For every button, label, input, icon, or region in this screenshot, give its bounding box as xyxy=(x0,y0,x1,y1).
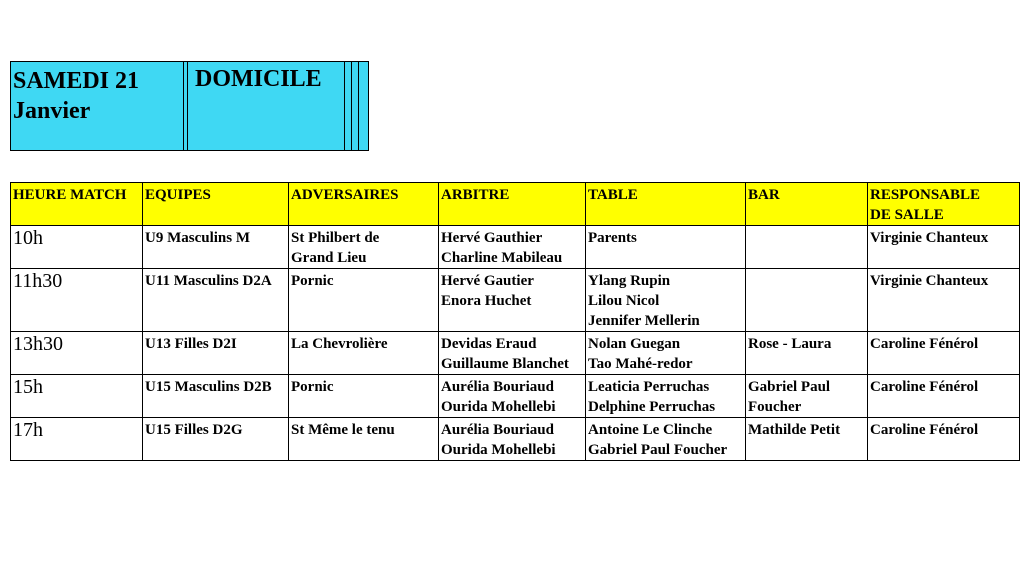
cell-manager: Caroline Fénérol xyxy=(868,332,1020,375)
cell-table xyxy=(586,269,746,332)
cell-referee xyxy=(439,226,586,269)
opponent-line: Grand Lieu xyxy=(291,250,367,266)
table-row xyxy=(11,332,1020,375)
table-name: Delphine Perruchas xyxy=(588,399,716,415)
bar-name: Rose - Laura xyxy=(748,336,832,352)
column-header-bar: BAR xyxy=(746,183,868,226)
bar-name: Gabriel Paul xyxy=(748,379,831,395)
cell-team: U9 Masculins M xyxy=(143,226,289,269)
cell-table xyxy=(586,375,746,418)
referee-name: Devidas Eraud xyxy=(441,336,537,352)
referee-name: Hervé Gauthier xyxy=(441,230,543,246)
date-line-2: Janvier xyxy=(13,98,91,124)
cell-bar xyxy=(746,269,868,332)
column-header-time: HEURE MATCH xyxy=(11,183,143,226)
cell-opponent xyxy=(289,332,439,375)
referee-name: Aurélia Bouriaud xyxy=(441,422,554,438)
cell-manager: Virginie Chanteux xyxy=(868,226,1020,269)
column-header-teams: EQUIPES xyxy=(143,183,289,226)
cell-opponent xyxy=(289,418,439,461)
referee-name: Ourida Mohellebi xyxy=(441,442,556,458)
table-row xyxy=(11,375,1020,418)
opponent-line: La Chevrolière xyxy=(291,336,388,352)
cell-opponent xyxy=(289,226,439,269)
column-header-table: TABLE xyxy=(586,183,746,226)
cell-time: 17h xyxy=(11,418,143,461)
cell-referee xyxy=(439,332,586,375)
cell-referee xyxy=(439,418,586,461)
date-location-box xyxy=(10,61,369,151)
cell-table xyxy=(586,226,746,269)
cell-time: 10h xyxy=(11,226,143,269)
table-name: Gabriel Paul Foucher xyxy=(588,442,728,458)
column-header-manager-line-2: DE SALLE xyxy=(870,207,944,223)
opponent-line: St Philbert de xyxy=(291,230,380,246)
table-row xyxy=(11,418,1020,461)
table-name: Ylang Rupin xyxy=(588,273,671,289)
cell-team: U15 Masculins D2B xyxy=(143,375,289,418)
table-name: Antoine Le Clinche xyxy=(588,422,713,438)
match-schedule-table xyxy=(10,182,1020,461)
cell-manager: Caroline Fénérol xyxy=(868,375,1020,418)
opponent-line: Pornic xyxy=(291,379,334,395)
table-name: Tao Mahé-redor xyxy=(588,356,693,372)
bar-name: Mathilde Petit xyxy=(748,422,841,438)
table-name: Parents xyxy=(588,230,637,246)
cell-team: U11 Masculins D2A xyxy=(143,269,289,332)
table-header-row xyxy=(11,183,1020,226)
cell-referee xyxy=(439,269,586,332)
cell-table xyxy=(586,418,746,461)
column-header-manager xyxy=(868,183,1020,226)
cell-manager: Caroline Fénérol xyxy=(868,418,1020,461)
referee-name: Hervé Gautier xyxy=(441,273,534,289)
referee-name: Enora Huchet xyxy=(441,293,532,309)
cell-time: 11h30 xyxy=(11,269,143,332)
cell-bar xyxy=(746,332,868,375)
cell-bar xyxy=(746,375,868,418)
referee-name: Aurélia Bouriaud xyxy=(441,379,554,395)
cell-bar xyxy=(746,226,868,269)
match-date xyxy=(13,66,139,126)
column-header-referee: ARBITRE xyxy=(439,183,586,226)
cell-referee xyxy=(439,375,586,418)
divider xyxy=(351,62,352,150)
table-row xyxy=(11,269,1020,332)
column-header-manager-line-1: RESPONSABLE xyxy=(870,187,981,203)
cell-time: 13h30 xyxy=(11,332,143,375)
cell-team: U13 Filles D2I xyxy=(143,332,289,375)
cell-time: 15h xyxy=(11,375,143,418)
table-name: Leaticia Perruchas xyxy=(588,379,710,395)
cell-table xyxy=(586,332,746,375)
cell-manager: Virginie Chanteux xyxy=(868,269,1020,332)
table-name: Lilou Nicol xyxy=(588,293,660,309)
divider xyxy=(187,62,188,150)
opponent-line: St Même le tenu xyxy=(291,422,395,438)
table-name: Nolan Guegan xyxy=(588,336,681,352)
cell-opponent xyxy=(289,375,439,418)
location-label: DOMICILE xyxy=(195,66,322,92)
referee-name: Guillaume Blanchet xyxy=(441,356,569,372)
cell-team: U15 Filles D2G xyxy=(143,418,289,461)
table-row xyxy=(11,226,1020,269)
bar-name: Foucher xyxy=(748,399,802,415)
date-line-1: SAMEDI 21 xyxy=(13,68,140,94)
cell-opponent xyxy=(289,269,439,332)
referee-name: Charline Mabileau xyxy=(441,250,563,266)
cell-bar xyxy=(746,418,868,461)
column-header-opponents: ADVERSAIRES xyxy=(289,183,439,226)
referee-name: Ourida Mohellebi xyxy=(441,399,556,415)
divider xyxy=(358,62,359,150)
divider xyxy=(183,62,184,150)
opponent-line: Pornic xyxy=(291,273,334,289)
table-name: Jennifer Mellerin xyxy=(588,313,700,329)
divider xyxy=(344,62,345,150)
